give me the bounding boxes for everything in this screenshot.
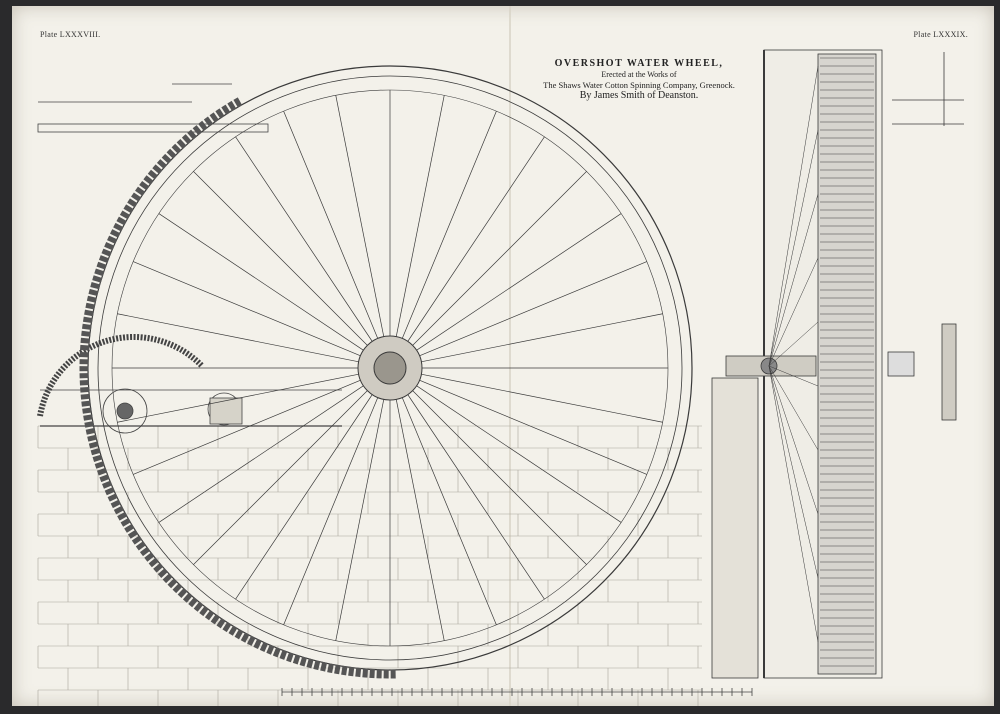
- water-wheel-side-elevation: [712, 50, 964, 678]
- title-author: By James Smith of Deanston.: [579, 89, 699, 101]
- title-block: [534, 58, 744, 102]
- water-wheel-elevation: [84, 66, 692, 674]
- title-heading: OVERSHOT WATER WHEEL,: [554, 58, 724, 69]
- plate-number-right: Plate LXXXIX.: [913, 30, 968, 39]
- title-subline: Erected at the Works of: [601, 70, 677, 79]
- engraving-illustration: [12, 6, 994, 706]
- engraving-sheet: [12, 6, 994, 706]
- scale-bar: [282, 688, 752, 696]
- title-company: The Shaws Water Cotton Spinning Company, Greenock.: [543, 79, 735, 90]
- plate-number-left: Plate LXXXVIII.: [40, 30, 101, 39]
